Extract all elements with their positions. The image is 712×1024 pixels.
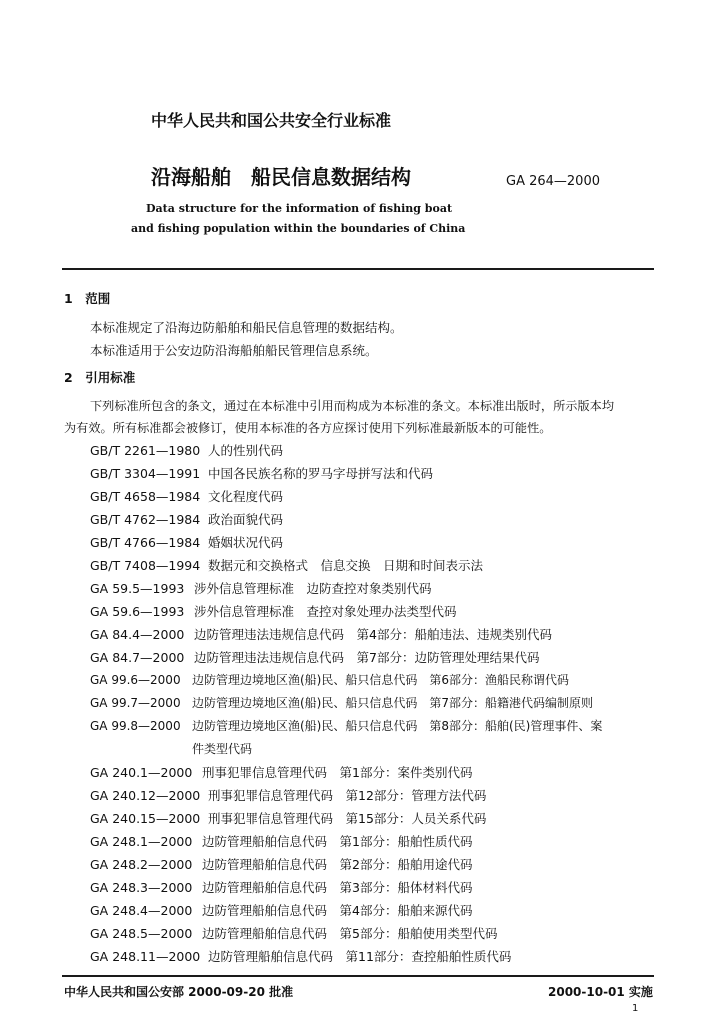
reference-item [90,625,552,643]
reference-code: GA 99.6—2000 [90,673,181,687]
section-1-paragraph: 本标准规定了沿海边防船舶和船民信息管理的数据结构。 [90,320,403,335]
page-number: 1 [632,1003,639,1014]
reference-title: 中国各民族名称的罗马字母拼写法和代码 [208,466,434,481]
header-divider [62,268,654,270]
reference-item [90,556,483,574]
reference-title: 涉外信息管理标准 查控对象处理办法类型代码 [194,604,457,619]
reference-code: GB/T 4762—1984 [90,512,201,527]
reference-title: 涉外信息管理标准 边防查控对象类别代码 [194,581,432,596]
reference-title: 刑事犯罪信息管理代码 第1部分：案件类别代码 [202,765,473,780]
reference-item [90,487,283,505]
reference-item [90,510,283,528]
reference-item [90,671,569,688]
reference-code: GB/T 4658—1984 [90,489,201,504]
reference-item [90,602,457,620]
reference-title: 刑事犯罪信息管理代码 第12部分：管理方法代码 [208,788,487,803]
section-2-intro: 为有效。所有标准都会被修订，使用本标准的各方应探讨使用下列标准最新版本的可能性。 [64,421,552,435]
section-2-heading: 2 引用标准 [64,370,136,385]
document-title-cn: 沿海船舶 船民信息数据结构 [151,165,411,189]
reference-code: GA 248.5—2000 [90,926,193,941]
reference-title: 政治面貌代码 [208,512,284,527]
reference-item [90,464,433,482]
reference-item [90,832,472,850]
reference-code: GA 248.2—2000 [90,857,193,872]
document-title-en-line1: Data structure for the information of fishing boat [146,202,453,215]
reference-title: 边防管理船舶信息代码 第1部分：船舶性质代码 [202,834,473,849]
reference-title: 边防管理违法违规信息代码 第4部分：船舶违法、违规类别代码 [194,627,552,642]
reference-code: GA 248.1—2000 [90,834,193,849]
reference-item-continuation: 件类型代码 [192,742,253,756]
reference-item [90,901,472,919]
standard-code: GA 264—2000 [506,174,600,189]
reference-title: 边防管理船舶信息代码 第2部分：船舶用途代码 [202,857,473,872]
footer-divider [62,975,654,977]
reference-title: 婚姻状况代码 [208,535,284,550]
reference-code: GB/T 7408—1994 [90,558,201,573]
reference-title: 边防管理船舶信息代码 第3部分：船体材料代码 [202,880,473,895]
standard-category: 中华人民共和国公共安全行业标准 [151,111,392,130]
reference-code: GA 99.8—2000 [90,719,181,733]
reference-item [90,579,432,597]
reference-title: 文化程度代码 [208,489,284,504]
reference-code: GA 248.4—2000 [90,903,193,918]
reference-code: GB/T 2261—1980 [90,443,201,458]
reference-title: 边防管理边境地区渔(船)民、船只信息代码 第7部分：船籍港代码编制原则 [192,696,594,710]
reference-code: GA 248.11—2000 [90,949,201,964]
reference-code: GB/T 3304—1991 [90,466,201,481]
reference-item [90,855,472,873]
reference-item [90,924,497,942]
reference-code: GA 84.7—2000 [90,650,185,665]
reference-title: 边防管理船舶信息代码 第11部分：查控船舶性质代码 [208,949,512,964]
reference-code: GA 248.3—2000 [90,880,193,895]
reference-code: GA 240.15—2000 [90,811,201,826]
reference-code: GA 99.7—2000 [90,696,181,710]
reference-item [90,648,539,666]
reference-title: 边防管理船舶信息代码 第5部分：船舶使用类型代码 [202,926,498,941]
reference-item [90,694,593,711]
reference-title: 刑事犯罪信息管理代码 第15部分：人员关系代码 [208,811,487,826]
document-title-en-line2: and fishing population within the boundaries of China [131,222,466,235]
reference-code: GA 84.4—2000 [90,627,185,642]
reference-item [90,717,602,734]
reference-code: GA 240.12—2000 [90,788,201,803]
reference-title: 边防管理违法违规信息代码 第7部分：边防管理处理结果代码 [194,650,540,665]
reference-code: GA 240.1—2000 [90,765,193,780]
reference-code: GA 59.5—1993 [90,581,185,596]
reference-item [90,947,511,965]
reference-title: 数据元和交换格式 信息交换 日期和时间表示法 [208,558,484,573]
reference-code: GB/T 4766—1984 [90,535,201,550]
reference-item [90,533,283,551]
implementation-date: 2000-10-01 实施 [548,985,653,999]
approval-statement: 中华人民共和国公安部 2000-09-20 批准 [64,985,294,999]
reference-item [90,763,472,781]
reference-item [90,878,472,896]
reference-title: 边防管理船舶信息代码 第4部分：船舶来源代码 [202,903,473,918]
section-1-paragraph: 本标准适用于公安边防沿海船舶船民管理信息系统。 [90,343,378,358]
section-2-intro: 下列标准所包含的条文，通过在本标准中引用而构成为本标准的条文。本标准出版时，所示版本均 [90,399,615,413]
reference-item [90,809,486,827]
reference-item [90,441,283,459]
reference-item [90,786,486,804]
section-1-heading: 1 范围 [64,291,111,306]
reference-title: 边防管理边境地区渔(船)民、船只信息代码 第6部分：渔船民称谓代码 [192,673,570,687]
reference-code: GA 59.6—1993 [90,604,185,619]
reference-title: 人的性别代码 [208,443,284,458]
reference-title: 边防管理边境地区渔(船)民、船只信息代码 第8部分：船舶(民)管理事件、案 [192,719,603,733]
